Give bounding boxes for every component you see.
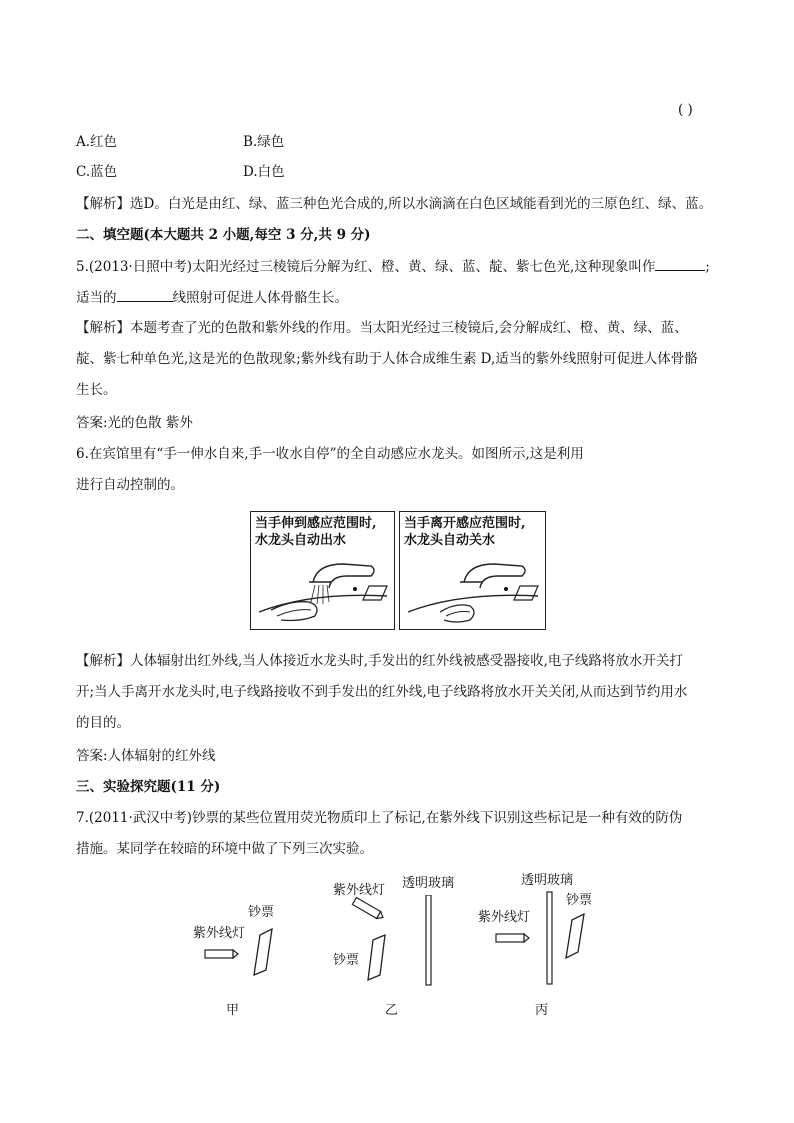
q5-line1-text: 5.(2013·日照中考)太阳光经过三棱镜后分解为红、橙、黄、绿、蓝、靛、紫七色光,这种现象叫作 xyxy=(76,259,656,275)
q6-line2: 进行自动控制的。 xyxy=(76,477,184,493)
bing-setup-illustration xyxy=(490,890,600,990)
option-a: A.红色 xyxy=(76,134,118,150)
q6-answer: 答案:人体辐射的红外线 xyxy=(76,748,216,764)
section3-title: 三、实验探究题(11 分) xyxy=(76,779,221,795)
option-c: C.蓝色 xyxy=(76,164,118,180)
q4-analysis: 【解析】选D。白光是由红、绿、蓝三种色光合成的,所以水滴滴在白色区域能看到光的三原色红、绿、蓝。 xyxy=(76,196,713,212)
q5-analysis-2: 靛、紫七种单色光,这是光的色散现象;紫外线有助于人体合成维生素 D,适当的紫外线照射可促进人体骨骼 xyxy=(76,351,698,367)
section2-title: 二、填空题(本大题共 2 小题,每空 3 分,共 9 分) xyxy=(76,227,371,243)
q5-line1 xyxy=(76,257,710,276)
faucet-off-illustration xyxy=(400,512,544,628)
yi-glass-label: 透明玻璃 xyxy=(402,876,455,891)
jia-note-label: 钞票 xyxy=(248,905,275,920)
yi-lamp-label: 紫外线灯 xyxy=(333,883,386,898)
bing-glass-label: 透明玻璃 xyxy=(521,873,574,888)
q5-line2-post: 线照射可促进人体骨骼生长。 xyxy=(172,290,348,306)
option-b: B.绿色 xyxy=(243,134,285,150)
jia-lamp-label: 紫外线灯 xyxy=(193,926,246,941)
option-d: D.白色 xyxy=(243,164,285,180)
faucet-on-illustration xyxy=(251,512,393,628)
q7-line1: 7.(2011·武汉中考)钞票的某些位置用荧光物质印上了标记,在紫外线下识别这些标记是一种有效的防伪 xyxy=(76,810,683,826)
answer-paren: ( ) xyxy=(678,102,693,118)
q5-line1-end: ; xyxy=(705,259,710,275)
q5-blank-1[interactable] xyxy=(655,257,705,271)
q5-answer: 答案:光的色散 紫外 xyxy=(76,415,193,431)
q5-blank-2[interactable] xyxy=(117,288,173,302)
faucet-on-caption-line2: 水龙头自动出水 xyxy=(255,533,347,548)
jia-setup-illustration xyxy=(200,925,280,980)
bing-lamp-label: 紫外线灯 xyxy=(478,910,531,925)
jia-label: 甲 xyxy=(226,1003,240,1018)
faucet-off-caption-line1: 当手离开感应范围时, xyxy=(404,516,526,531)
q7-line2: 措施。某同学在较暗的环境中做了下列三次实验。 xyxy=(76,841,373,857)
q5-line2 xyxy=(76,288,348,307)
q5-analysis-3: 生长。 xyxy=(76,382,117,398)
faucet-off-panel xyxy=(399,511,546,630)
faucet-on-caption-line1: 当手伸到感应范围时, xyxy=(255,516,377,531)
yi-note-label: 钞票 xyxy=(333,953,360,968)
yi-setup-illustration xyxy=(340,895,440,990)
q6-analysis-1: 【解析】人体辐射出红外线,当人体接近水龙头时,手发出的红外线被感受器接收,电子线路将放水开关打 xyxy=(76,653,683,669)
q6-analysis-3: 的目的。 xyxy=(76,715,130,731)
q5-analysis-1: 【解析】本题考查了光的色散和紫外线的作用。当太阳光经过三棱镜后,会分解成红、橙、黄、绿、蓝、 xyxy=(76,320,688,336)
faucet-off-caption-line2: 水龙头自动关水 xyxy=(404,533,496,548)
bing-label: 丙 xyxy=(535,1003,549,1018)
faucet-on-panel xyxy=(250,511,395,630)
yi-label: 乙 xyxy=(385,1003,399,1018)
q6-analysis-2: 开;当人手离开水龙头时,电子线路接收不到手发出的红外线,电子线路将放水开关关闭,从而达到节约用水 xyxy=(76,684,688,700)
bing-note-label: 钞票 xyxy=(566,893,593,908)
q5-line2-pre: 适当的 xyxy=(76,290,117,306)
q6-line1: 6.在宾馆里有“手一伸水自来,手一收水自停”的全自动感应水龙头。如图所示,这是利用 xyxy=(76,446,584,462)
